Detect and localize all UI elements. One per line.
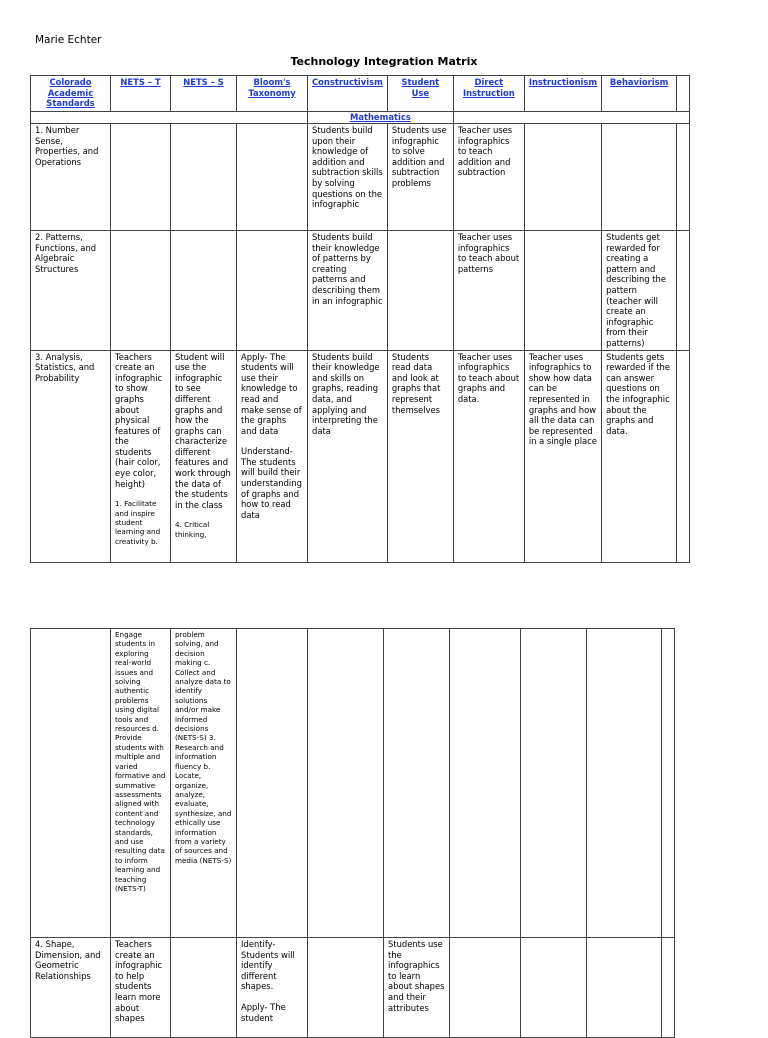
table-row bbox=[31, 124, 690, 231]
nets-t-cell: Teachers create an infographic to help students learn more about shapes bbox=[111, 938, 171, 1038]
nets-s-cell bbox=[171, 350, 237, 562]
table-row bbox=[31, 938, 675, 1038]
header-constructivism: Constructivism bbox=[308, 76, 388, 112]
blooms-understand: Understand- The students will build their understanding of graphs and how to read data bbox=[241, 446, 302, 520]
blooms-cell bbox=[237, 938, 308, 1038]
nets-s-cell bbox=[171, 629, 237, 938]
direct-instruction-cell: Teacher uses infographics to teach addition and subtraction bbox=[453, 124, 524, 231]
header-student-use: Student Use bbox=[387, 76, 453, 112]
header-nets-s: NETS – S bbox=[171, 76, 237, 112]
table-row bbox=[31, 231, 690, 351]
nets-s-standard: 4. Critical thinking, bbox=[175, 520, 210, 539]
student-use-cell: Students use infographic to solve addition and subtraction problems bbox=[387, 124, 453, 231]
direct-instruction-cell: Teacher uses infographics to teach about graphs and data. bbox=[453, 350, 524, 562]
header-direct-instruction: Direct Instruction bbox=[453, 76, 524, 112]
nets-t-cell bbox=[111, 350, 171, 562]
standard-cell: 2. Patterns, Functions, and Algebraic Structures bbox=[31, 231, 111, 351]
matrix-table-continued bbox=[30, 628, 675, 1038]
behaviorism-cell: Students gets rewarded if the can answer questions on the infographic about the graphs and data. bbox=[602, 350, 677, 562]
nets-t-cell bbox=[111, 629, 171, 938]
constructivism-cell: Students build their knowledge of patterns by creating patterns and describing them in an infographic bbox=[308, 231, 388, 351]
constructivism-cell: Students build their knowledge and skills on graphs, reading data, and applying and interpreting the data bbox=[308, 350, 388, 562]
blooms-apply: Apply- The student bbox=[241, 1001, 286, 1023]
nets-s-text: Student will use the infographic to see different graphs and how the graphs can characterize different features and work through the data of the students in the class bbox=[175, 351, 231, 510]
matrix-table bbox=[30, 75, 690, 563]
nets-t-text: Teachers create an infographic to show graphs about physical features of the students (hair color, eye color, height) bbox=[115, 351, 163, 489]
nets-t-standard: Engage students in exploring real-world issues and solving authentic problems using digital tools and resources d. Provide students with multiple and varied formative and summative assessments aligned with content and technology standards, and use resulting data to inform learning and teaching (NETS-T) bbox=[115, 630, 166, 893]
blooms-cell bbox=[237, 350, 308, 562]
instructionism-cell: Teacher uses infographics to show how data can be represented in graphs and how all the data can be represented in a single place bbox=[524, 350, 601, 562]
standard-cell: 1. Number Sense, Properties, and Operations bbox=[31, 124, 111, 231]
behaviorism-cell: Students get rewarded for creating a pattern and describing the pattern (teacher will create an infographic from their patterns) bbox=[602, 231, 677, 351]
standard-cell: 4. Shape, Dimension, and Geometric Relationships bbox=[31, 938, 111, 1038]
nets-t-standard: 1. Facilitate and inspire student learning and creativity b. bbox=[115, 499, 161, 546]
constructivism-cell: Students build upon their knowledge of addition and subtraction skills by solving questions on the infographic bbox=[308, 124, 388, 231]
blooms-identify: Identify- Students will identify different shapes. bbox=[241, 939, 295, 992]
student-use-cell: Students use the infographics to learn about shapes and their attributes bbox=[384, 938, 450, 1038]
nets-s-standard: problem solving, and decision making c. Collect and analyze data to identify solutions and/or make informed decisions (NETS-S) 3. Research and information fluency b. Locate, organize, analyze, evaluate, synthesize, and ethically use information from a variety of sources and media (NETS-S) bbox=[175, 630, 232, 865]
header-blooms: Bloom's Taxonomy bbox=[237, 76, 308, 112]
header-standards: Colorado Academic Standards bbox=[31, 76, 111, 112]
section-row bbox=[31, 112, 690, 124]
page-title: Technology Integration Matrix bbox=[290, 55, 478, 68]
table-row bbox=[31, 350, 690, 562]
header-blank bbox=[677, 76, 690, 112]
header-behaviorism: Behaviorism bbox=[602, 76, 677, 112]
standard-cell: 3. Analysis, Statistics, and Probability bbox=[31, 350, 111, 562]
author-name: Marie Echter bbox=[35, 34, 102, 46]
table-row bbox=[31, 629, 675, 938]
direct-instruction-cell: Teacher uses infographics to teach about patterns bbox=[453, 231, 524, 351]
header-nets-t: NETS – T bbox=[111, 76, 171, 112]
header-instructionism: Instructionism bbox=[524, 76, 601, 112]
blooms-apply: Apply- The students will use their knowledge to read and make sense of the graphs and data bbox=[241, 351, 302, 436]
student-use-cell: Students read data and look at graphs that represent themselves bbox=[387, 350, 453, 562]
header-row bbox=[31, 76, 690, 112]
section-mathematics: Mathematics bbox=[308, 112, 454, 124]
